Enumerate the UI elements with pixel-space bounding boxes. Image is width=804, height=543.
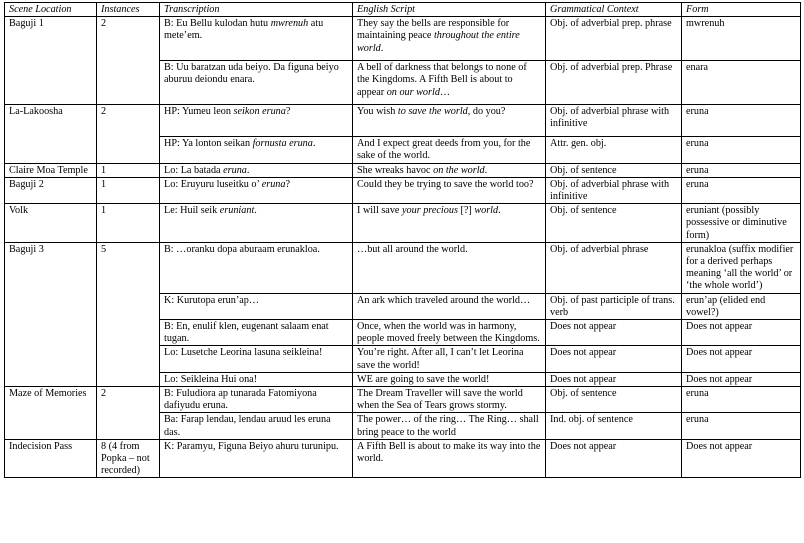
text: Obj. of sentence (550, 205, 617, 217)
header-form: Form (682, 3, 801, 17)
cell-grammatical-context (546, 320, 682, 346)
cell-instances (97, 105, 160, 163)
text: She wreaks havoc (357, 164, 434, 176)
text: You’re right. After all, I can’t let Leorina save the world! (357, 347, 524, 371)
cell-grammatical-context (546, 105, 682, 137)
cell-english-script (353, 177, 546, 203)
cell-instances (97, 204, 160, 243)
italic-text: world (474, 205, 499, 217)
text: eruniant (possibly possessive or diminutive form) (686, 205, 787, 241)
table-row (5, 387, 801, 413)
cell-transcription (160, 163, 353, 177)
text: Does not appear (686, 321, 753, 333)
cell-instances (97, 163, 160, 177)
text: 2 (101, 106, 107, 118)
text: They say the bells are responsible for maintaining peace (357, 18, 510, 42)
text: Volk (9, 205, 29, 217)
italic-text: eruna (261, 178, 286, 190)
cell-instances (97, 387, 160, 440)
table-row (5, 105, 801, 137)
table-row (5, 17, 801, 61)
cell-form (682, 204, 801, 243)
italic-text: fornusta eruna (252, 138, 313, 150)
header-scene-location: Scene Location (5, 3, 97, 17)
text: 1 (101, 178, 107, 190)
text: Does not appear (550, 440, 617, 452)
cell-transcription (160, 413, 353, 439)
text: Le: Huil seik (164, 205, 220, 217)
text: Does not appear (686, 440, 753, 452)
italic-text: to save the world (397, 106, 468, 118)
cell-grammatical-context (546, 439, 682, 478)
cell-form (682, 17, 801, 61)
text: . (254, 205, 257, 217)
text: You wish (357, 106, 398, 118)
cell-scene-location (5, 17, 97, 105)
text: . (312, 138, 316, 150)
cell-transcription (160, 346, 353, 372)
cell-english-script (353, 163, 546, 177)
cell-scene-location (5, 204, 97, 243)
cell-grammatical-context (546, 137, 682, 163)
text: B: Eu Bellu kulodan hutu (164, 18, 271, 30)
cell-form (682, 242, 801, 293)
text: HP: Ya lonton seikan (164, 138, 253, 150)
text: The Dream Traveller will save the world when the Sea of Tears grows stormy. (357, 388, 523, 412)
text: enara (686, 62, 709, 74)
cell-english-script (353, 17, 546, 61)
text: And I expect great deeds from you, for the sake of the world. (357, 138, 531, 162)
text: [?] (457, 205, 475, 217)
text: Does not appear (550, 347, 617, 359)
text: erun’ap (elided end vowel?) (686, 294, 766, 318)
italic-text: seikon eruna (233, 106, 286, 118)
text: WE are going to save the world! (357, 373, 490, 385)
table-row (5, 242, 801, 293)
cell-english-script (353, 137, 546, 163)
cell-instances (97, 242, 160, 386)
text: Obj. of adverbial prep. phrase (550, 18, 672, 30)
cell-english-script (353, 293, 546, 319)
text: . (498, 205, 501, 217)
cell-form (682, 61, 801, 105)
text: Claire Moa Temple (9, 164, 88, 176)
cell-scene-location (5, 439, 97, 478)
text: . (380, 42, 384, 54)
text: Once, when the world was in harmony, people moved freely between the Kingdoms. (357, 321, 540, 345)
text: Indecision Pass (9, 440, 73, 452)
text: 8 (4 from Popka – not recorded) (101, 440, 150, 477)
cell-scene-location (5, 177, 97, 203)
text: K: Paramyu, Figuna Beiyo ahuru turunipu. (164, 440, 339, 452)
cell-form (682, 137, 801, 163)
text: B: Fuludiora ap tunarada Fatomiyona dafiyudu eruna. (164, 388, 317, 412)
text: . (246, 164, 250, 176)
text: … (439, 86, 451, 98)
text: eruna (686, 414, 709, 426)
cell-scene-location (5, 387, 97, 440)
cell-transcription (160, 372, 353, 386)
cell-form (682, 372, 801, 386)
header-instances: Instances (97, 3, 160, 17)
cell-transcription (160, 137, 353, 163)
italic-text: throughout the entire world (357, 30, 520, 54)
text: ? (285, 106, 291, 118)
cell-english-script (353, 439, 546, 478)
table-row (5, 204, 801, 243)
text: Baguji 3 (9, 243, 44, 255)
text: Does not appear (686, 373, 753, 385)
cell-transcription (160, 242, 353, 293)
text: 1 (101, 164, 107, 176)
text: A Fifth Bell is about to make its way into the world. (357, 440, 541, 465)
text: Obj. of adverbial phrase (550, 243, 649, 255)
table-row (5, 439, 801, 478)
table-body (5, 17, 801, 478)
text: atu mete’em. (164, 18, 324, 42)
text: Maze of Memories (9, 388, 87, 400)
text: eruna (686, 388, 709, 400)
cell-form (682, 346, 801, 372)
cell-english-script (353, 204, 546, 243)
data-table (4, 2, 801, 478)
cell-english-script (353, 320, 546, 346)
cell-transcription (160, 320, 353, 346)
cell-instances (97, 439, 160, 478)
text: 2 (101, 388, 107, 400)
cell-english-script (353, 413, 546, 439)
text: B: Uu baratzan uda beiyo. Da figuna beiyo aburuu deiondu enara. (164, 62, 339, 86)
cell-form (682, 413, 801, 439)
cell-transcription (160, 293, 353, 319)
text: Does not appear (686, 347, 753, 359)
cell-transcription (160, 387, 353, 413)
cell-scene-location (5, 105, 97, 163)
cell-grammatical-context (546, 372, 682, 386)
text: eruna (686, 138, 709, 150)
cell-grammatical-context (546, 61, 682, 105)
text: Ind. obj. of sentence (550, 414, 633, 426)
text: . (484, 164, 488, 176)
text: Ba: Farap lendau, lendau aruud les eruna das. (164, 414, 331, 438)
cell-grammatical-context (546, 242, 682, 293)
cell-form (682, 163, 801, 177)
cell-grammatical-context (546, 204, 682, 243)
cell-grammatical-context (546, 387, 682, 413)
header-grammatical-context: Grammatical Context (546, 3, 682, 17)
cell-transcription (160, 439, 353, 478)
cell-transcription (160, 105, 353, 137)
cell-form (682, 320, 801, 346)
italic-text: on the world (433, 164, 485, 176)
cell-transcription (160, 17, 353, 61)
header-row (5, 3, 801, 17)
text: Obj. of sentence (550, 388, 617, 400)
text: eruna (686, 178, 709, 190)
cell-english-script (353, 61, 546, 105)
cell-transcription (160, 61, 353, 105)
text: B: …oranku dopa aburaam erunakloa. (164, 243, 320, 255)
cell-form (682, 293, 801, 319)
text: Obj. of adverbial phrase with infinitive (550, 106, 670, 130)
text: ? (285, 178, 291, 190)
text: K: Kurutopa erun’ap… (164, 294, 260, 306)
text: eruna (686, 164, 709, 176)
italic-text: your precious (401, 205, 458, 217)
text: A bell of darkness that belongs to none of the Kingdoms. A Fifth Bell is about to appear (357, 62, 527, 98)
text: Obj. of adverbial phrase with infinitive (550, 178, 670, 203)
cell-grammatical-context (546, 413, 682, 439)
cell-form (682, 387, 801, 413)
text: Obj. of sentence (550, 164, 617, 176)
italic-text: eruniant (219, 205, 255, 217)
text: eruna (686, 106, 709, 118)
cell-english-script (353, 346, 546, 372)
text: Does not appear (550, 373, 617, 385)
cell-instances (97, 177, 160, 203)
cell-grammatical-context (546, 163, 682, 177)
cell-scene-location (5, 242, 97, 386)
text: Could they be trying to save the world too? (357, 178, 534, 190)
header-transcription: Transcription (160, 3, 353, 17)
italic-text: on our world (386, 86, 440, 98)
cell-english-script (353, 372, 546, 386)
text: Obj. of adverbial prep. Phrase (550, 62, 673, 74)
text: 5 (101, 243, 107, 255)
text: Lo: La batada (164, 164, 224, 176)
text: Lo: Seikleina Hui ona! (164, 373, 258, 385)
cell-english-script (353, 105, 546, 137)
text: HP: Yumeu leon (164, 106, 234, 118)
text: Baguji 1 (9, 18, 44, 30)
text: , do you? (467, 106, 506, 118)
cell-scene-location (5, 163, 97, 177)
cell-transcription (160, 177, 353, 203)
cell-transcription (160, 204, 353, 243)
text: …but all around the world. (357, 243, 468, 255)
text: An ark which traveled around the world… (357, 294, 531, 306)
text: 1 (101, 205, 107, 217)
cell-grammatical-context (546, 346, 682, 372)
cell-grammatical-context (546, 177, 682, 203)
text: La-Lakoosha (9, 106, 63, 118)
text: Baguji 2 (9, 178, 44, 190)
text: Attr. gen. obj. (550, 138, 607, 150)
italic-text: eruna (223, 164, 247, 176)
table-row (5, 163, 801, 177)
cell-grammatical-context (546, 17, 682, 61)
text: The power… of the ring… The Ring… shall bring peace to the world (357, 414, 539, 438)
italic-text: mwrenuh (270, 18, 309, 30)
table-row (5, 177, 801, 203)
cell-form (682, 105, 801, 137)
text: 2 (101, 18, 107, 30)
text: B: En, enulif klen, eugenant salaam enat tugan. (164, 321, 329, 345)
text: mwrenuh (686, 18, 725, 30)
cell-english-script (353, 242, 546, 293)
text: I will save (357, 205, 402, 217)
text: erunakloa (suffix modifier for a derived perhaps meaning ‘all the world’ or ‘the whole world’) (686, 243, 794, 292)
text: Lo: Lusetche Leorina lasuna seikleina! (164, 347, 323, 359)
cell-form (682, 439, 801, 478)
text: Does not appear (550, 321, 617, 333)
text: Lo: Eruyuru luseitku o’ (164, 178, 262, 190)
cell-english-script (353, 387, 546, 413)
cell-instances (97, 17, 160, 105)
header-english-script: English Script (353, 3, 546, 17)
text: Obj. of past participle of trans. verb (550, 294, 675, 318)
cell-form (682, 177, 801, 203)
cell-grammatical-context (546, 293, 682, 319)
